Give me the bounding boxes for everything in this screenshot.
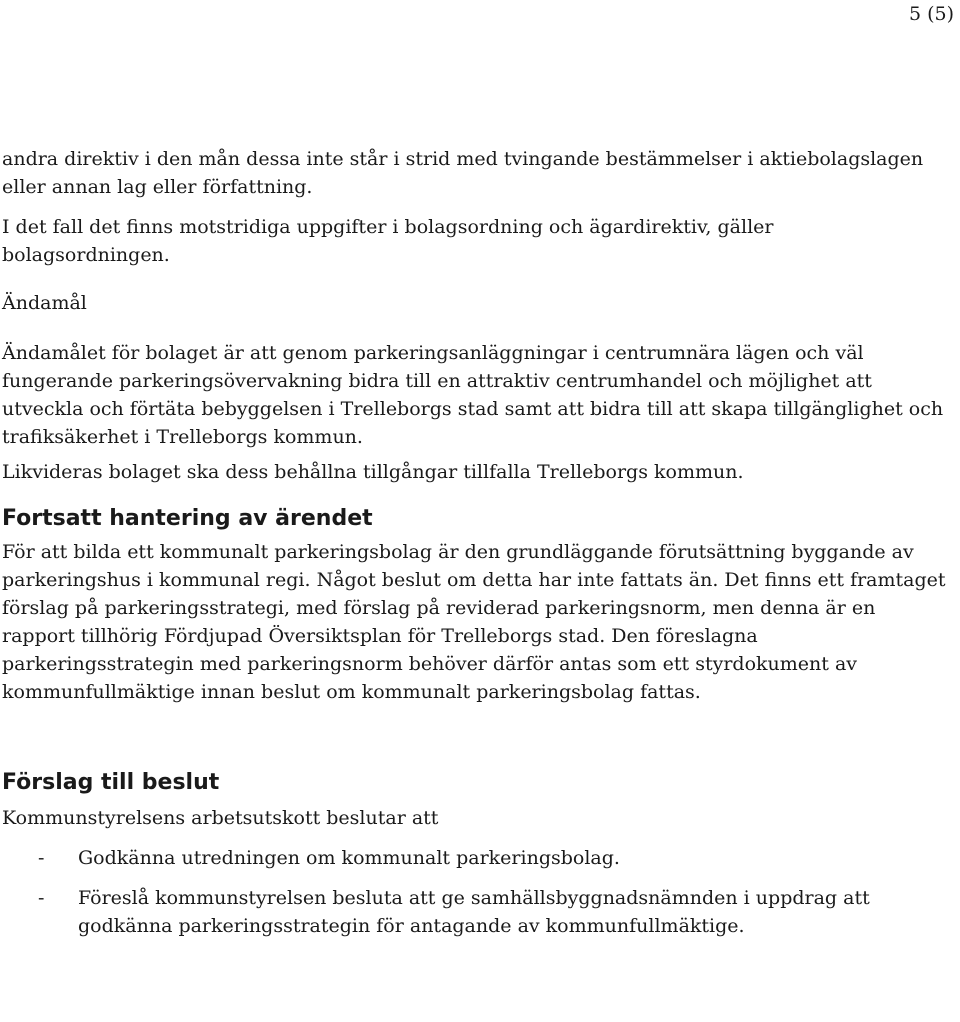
list-bullet: - [38, 887, 45, 909]
intro-paragraph-1: andra direktiv i den mån dessa inte står i strid med tvingande bestämmelser i aktiebolagslagen eller annan lag eller författning. [2, 148, 924, 198]
list-bullet: - [38, 847, 45, 869]
proposal-heading: Förslag till beslut [2, 770, 220, 795]
purpose-heading: Ändamål [2, 292, 87, 314]
decision-list [2, 844, 947, 940]
continued-handling-paragraph: För att bilda ett kommunalt parkeringsbolag är den grundläggande förutsättning byggande av parkeringshus i kommunal regi. Något beslut om detta har inte fattats än. Det finns ett framtaget förslag på parkeringsstrategi, med förslag på reviderad parkeringsnorm, men denna är en rapport tillhörig Fördjupad Översiktsplan för Trelleborgs stad. Den föreslagna parkeringsstrategin med parkeringsnorm behöver därför antas som ett styrdokument av kommunfullmäktige innan beslut om kommunalt parkeringsbolag fattas. [2, 541, 946, 703]
page-number: 5 (5) [908, 3, 954, 25]
proposal-intro: Kommunstyrelsens arbetsutskott beslutar att [2, 807, 439, 829]
purpose-paragraph-2: Likvideras bolaget ska dess behållna tillgångar tillfalla Trelleborgs kommun. [2, 461, 744, 483]
list-item-text: Föreslå kommunstyrelsen besluta att ge samhällsbyggnadsnämnden i uppdrag att godkänna parkeringsstrategin för antagande av kommunfullmäktige. [78, 887, 870, 937]
list-item-text: Godkänna utredningen om kommunalt parkeringsbolag. [78, 847, 620, 869]
list-item [2, 844, 947, 872]
purpose-paragraph-1: Ändamålet för bolaget är att genom parkeringsanläggningar i centrumnära lägen och väl fungerande parkeringsövervakning bidra till en attraktiv centrumhandel och möjlighet att utveckla och förtäta bebyggelsen i Trelleborgs stad samt att bidra till att skapa tillgänglighet och trafiksäkerhet i Trelleborgs kommun. [2, 342, 944, 448]
document-body [2, 145, 947, 940]
list-item [2, 884, 947, 940]
intro-paragraph-2: I det fall det finns motstridiga uppgifter i bolagsordning och ägardirektiv, gäller bolagsordningen. [2, 216, 774, 266]
continued-handling-heading: Fortsatt hantering av ärendet [2, 506, 373, 531]
